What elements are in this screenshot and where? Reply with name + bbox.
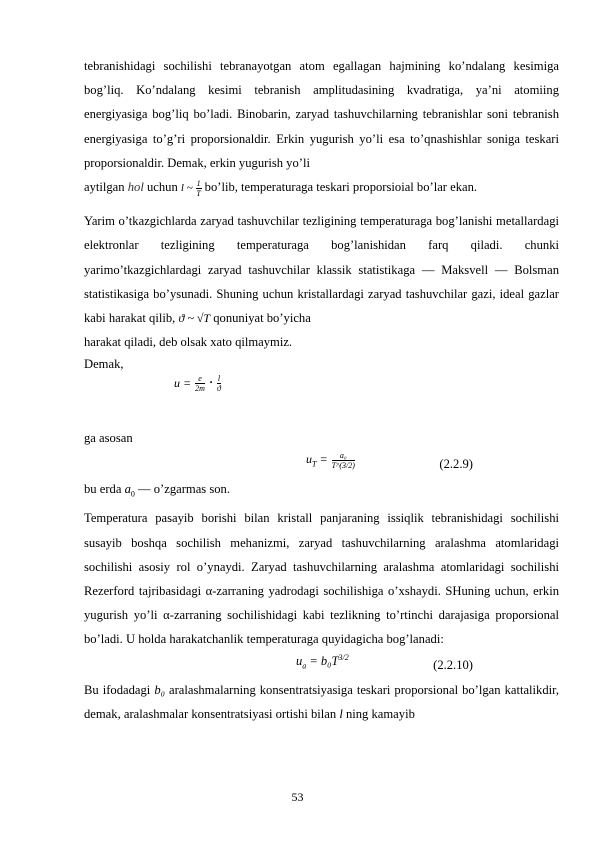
- var-b0: b₀: [154, 682, 165, 697]
- formula-l-prop: [180, 178, 205, 198]
- eq-u-dot: ·: [208, 374, 213, 392]
- equation-2-2-9: [84, 451, 559, 477]
- formula-l-prop-lhs: l ~: [180, 182, 193, 195]
- eq-ua-rhs: = b₀T: [306, 653, 339, 668]
- paragraph-3: Temperatura pasayib borishi bilan kristall panjaraning issiqlik tebranishidagi sochilishi susayib boshqa sochilish mehanizmi, zaryad tashuvchilarning aralashma atomlaridagi sochilishi asosiy rol o’ynaydi. Zaryad tashuvchilarning aralashma atomlaridagi sochilishi Rezerford tajribasidagi α-zarraning yadrodagi sochilishiga o’xshaydi. SHuning uchun, erkin yugurish yo’li α-zarraning sochilishidagi kabi tezlikning to’rtinchi darajasiga proporsional bo’ladi. U holda harakatchanlik temperaturaga quyidagicha bog’lanadi:: [84, 511, 559, 647]
- eq-uT-eq: =: [316, 451, 328, 466]
- var-l: l: [339, 706, 343, 721]
- text-uchun: uchun: [143, 180, 181, 195]
- frac-den: T: [196, 188, 201, 198]
- document-body: [84, 54, 559, 726]
- paragraph-4: [84, 678, 559, 726]
- equation-u: [84, 374, 559, 406]
- eq-uT-sub: T: [312, 459, 317, 469]
- eq-uT-lhs: u: [306, 451, 312, 466]
- formula-v-prop: ϑ ~ √T: [178, 311, 211, 326]
- eq-u-frac2: [217, 374, 221, 393]
- frac-den: ϑ: [217, 384, 221, 394]
- eq-u-lhs: u =: [174, 376, 192, 391]
- text-bu-erda-post: — o’zgarmas son.: [134, 481, 230, 496]
- equation-number-2-2-9: (2.2.9): [439, 456, 473, 471]
- text-demak: Demak,: [84, 357, 124, 372]
- paragraph-2: [84, 209, 559, 330]
- paragraph-1: [84, 54, 559, 175]
- paragraph-1-text: tebranishidagi sochilishi tebranayotgan atom egallagan hajmining ko’ndalang kesimiga bog’liq. Ko’ndalang kesimi tebranish amplitudasining kvadratiga, ya’ni atomiing energiyasiga bog’liq bo’ladi. Binobarin, zaryad tashuvchilarning tebranishlar soni tebranish energiyasiga to’g’ri proporsionaldir. Erkin yugurish yo’li esa to’qnashishlar soniga teskari proporsionaldir. Demak, erkin yugurish yo’li: [84, 59, 559, 170]
- eq-ua-exp: 3/2: [338, 652, 349, 662]
- var-a-sub: 0: [130, 489, 135, 499]
- text-tail-post: bo’lib, temperaturaga teskari proporsioial bo’lar ekan.: [204, 180, 478, 195]
- equation-number-2-2-10: (2.2.10): [433, 657, 473, 672]
- var-a: a: [124, 481, 131, 496]
- frac-den: 2m: [195, 384, 205, 394]
- eq-uT-frac: [332, 451, 355, 470]
- frac-num: e: [195, 374, 205, 384]
- paragraph-1-tail: [84, 175, 559, 200]
- equation-2-2-10: [84, 652, 559, 678]
- eq-ua-sub: a: [302, 661, 307, 671]
- paragraph-4-end: ning kamayib: [342, 706, 415, 721]
- text-bu-erda: [84, 477, 559, 507]
- paragraph-2-end: harakat qiladi, deb olsak xato qilmaymiz.: [84, 335, 293, 350]
- paragraph-2-text: Yarim o’tkazgichlarda zaryad tashuvchilar tezligining temperaturaga bog’lanishi metallardagi elektronlar tezligining temperaturaga bog’lanishidan farq qiladi. chunki yarimo’tkazgichlardagi zaryad tashuvchilar klassik statistikaga — Maksvell — Bolsman statistikasiga bo’ysunadi. Shuning uchun kristallardagi zaryad tashuvchilar gazi, ideal gazlar kabi harakat qilib,: [84, 214, 559, 326]
- frac-num: 1: [196, 178, 201, 188]
- frac-num: a₀: [332, 451, 355, 461]
- eq-u-frac1: [195, 374, 205, 393]
- paragraph-2-text-b: qonuniyat bo’yicha: [210, 311, 311, 326]
- text-ga-asosan: ga asosan: [84, 431, 133, 446]
- text-bu-erda-pre: bu erda: [84, 481, 125, 496]
- paragraph-4-text: aralashmalarning konsentratsiyasiga teskari proporsional bo’lgan kattalikdir, demak, aralashmalar konsentratsiyasi ortishi bilan: [84, 682, 559, 721]
- frac-num: l: [217, 374, 221, 384]
- paragraph-4-pre: Bu ifodadagi: [84, 682, 155, 697]
- formula-l-frac: [196, 179, 202, 198]
- page-number: 53: [291, 790, 304, 804]
- text-aytilgan: aytilgan: [84, 180, 128, 195]
- eq-ua-lhs: u: [296, 653, 303, 668]
- frac-den: T^(3/2): [331, 460, 355, 470]
- text-hol: hol: [127, 180, 144, 195]
